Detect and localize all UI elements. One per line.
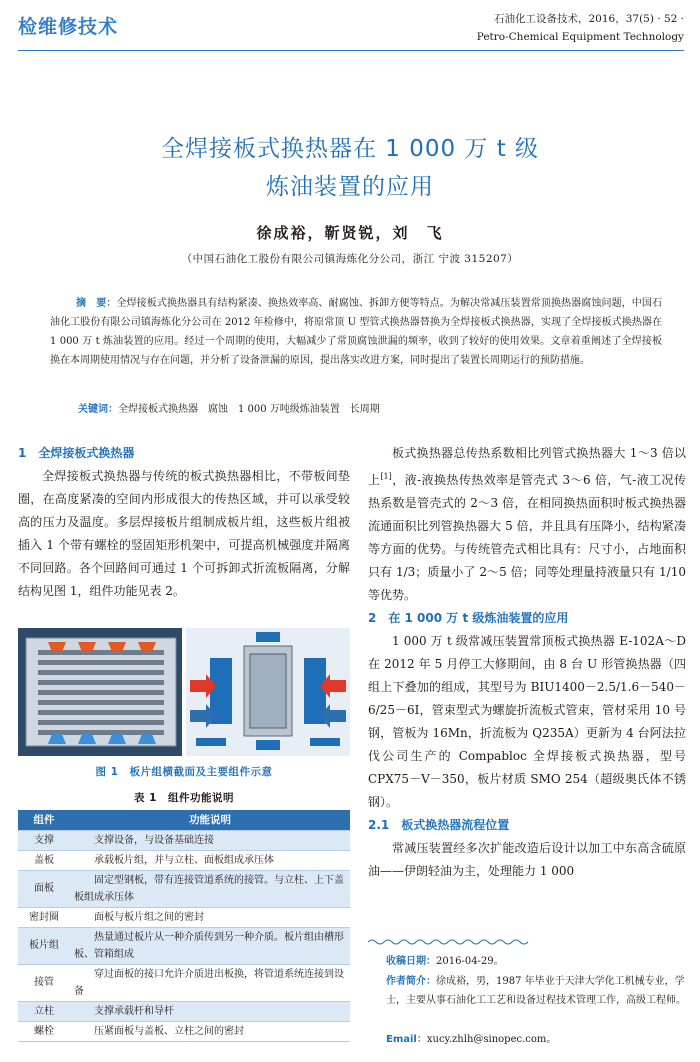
journal-info [477,10,684,46]
section-2-1-paragraph: 常减压装置经多次扩能改造后设计以加工中东高含硫原油——伊朗轻油为主，处理能力 1 000 [368,841,686,878]
row-component: 板片组 [18,927,70,964]
section-1-paragraph: 全焊接板式换热器与传统的板式换热器相比，不带板间垫圈，在高度紧凑的空间内形成很大的传热区域，并可以承受较高的压力及温度。多层焊接板片组制成板片组，这些板片组被插入 1 个带有螺栓的竖固矩形机架中，可提高机械强度并隔离不同回路。各个回路间可通过 1 个可拆卸式折流板隔离，分解结构见图 1，组件功能见表 2。 [18,469,350,598]
section-label: 检维修技术 [18,16,119,38]
footnote-received [386,952,686,971]
footnote-email [386,1030,686,1049]
table-row [18,850,350,870]
author-bio-label: 作者简介： [386,976,436,987]
row-function: 压紧面板与盖板、立柱之间的密封 [70,1021,350,1041]
email-address[interactable]: xucy.zhlh@sinopec.com。 [426,1034,557,1045]
section-2-heading: 2 在 1 000 万 t 级炼油装置的应用 [368,611,569,625]
article-title-line1: 全焊接板式换热器在 1 000 万 t 级 [160,136,540,162]
author-list: 徐成裕，靳贤锐，刘 飞 [256,224,444,242]
citation-ref: [1] [380,472,392,481]
keywords [78,400,662,415]
table-row [18,870,350,907]
abstract-label: 摘 要： [76,298,117,309]
section-2-paragraph: 1 000 万 t 级常减压装置常顶板式换热器 E-102A～D 在 2012 年 5 月停工大修期间，由 8 台 U 形管换热器（四组上下叠加的组成，其型号为 BIU1400－2.5/1.6－540－6/25－6I，管束型式为螺旋折流板式管束，管材采用 10 号钢，管板为 16Mn，折流板为 Q235A）更新为 4 台阿法拉伐公司生产的 Compabloc 全焊接板式换热器，型号 CPX75－V－350，板片材质 SMO 254（超级奥氏体不锈钢）。 [368,634,686,809]
table-row [18,1021,350,1041]
main-components-diagram [186,628,350,756]
keywords-label: 关键词： [78,404,118,415]
component-function-table [18,810,350,1042]
row-function: 固定型钢板，带有连接管道系统的接管。与立柱、上下盖板组成承压体 [70,870,350,907]
table-row [18,1001,350,1021]
row-function: 支撑设备，与设备基础连接 [70,830,350,850]
table-row [18,927,350,964]
table-row [18,964,350,1001]
author-bio: 徐成裕，男，1987 年毕业于天津大学化工机械专业，学士，主要从事石油化工工艺和设备过程技术管理工作，高级工程师。 [386,976,686,1006]
figure-1-caption: 图 1 板片组横截面及主要组件示意 [95,766,273,778]
plate-pack-cross-section-image [18,628,182,756]
email-label: Email： [386,1034,427,1045]
table-header-component: 组件 [18,810,70,830]
row-component: 立柱 [18,1001,70,1021]
row-function: 支撑承载杆和导杆 [70,1001,350,1021]
advantages-paragraph [368,442,686,607]
section-1-heading: 1 全焊接板式换热器 [18,446,135,460]
row-function: 面板与板片组之间的密封 [70,907,350,927]
keywords-text: 全焊接板式换热器 腐蚀 1 000 万吨级炼油装置 长周期 [118,404,380,415]
table-row [18,907,350,927]
row-function: 穿过面板的接口允许介质进出板换，将管道系统连接到设备 [70,964,350,1001]
left-column-text [18,442,350,603]
advantages-text-a: 板式换热器总传热系数相比列管式换热器大 1～3 倍以上 [368,446,686,487]
abstract [50,294,662,370]
row-component: 密封圈 [18,907,70,927]
row-component: 面板 [18,870,70,907]
table-row [18,830,350,850]
table-1-caption: 表 1 组件功能说明 [134,792,234,804]
figure-1 [18,628,350,756]
row-function: 承载板片组，并与立柱、面板组成承压体 [70,850,350,870]
received-label: 收稿日期： [386,956,436,967]
journal-name-en: Petro-Chemical Equipment Technology [476,31,684,43]
right-column-text [368,442,686,883]
row-component: 接管 [18,964,70,1001]
received-date: 2016-04-29。 [436,956,504,967]
article-title-line2: 炼油装置的应用 [266,174,434,200]
abstract-text: 全焊接板式换热器具有结构紧凑、换热效率高、耐腐蚀、拆卸方便等特点。为解决常减压装置常顶换热器腐蚀问题，中国石油化工股份有限公司镇海炼化分公司在 2012 年检修中，将原常顶 U 型管式换热器替换为全焊接板式换热器，实现了全焊接板式换热器在 1 000 万 t 炼油装置的应用。经过一个周期的使用，大幅减少了常顶腐蚀泄漏的频率，收到了较好的使用效果。文章着重阐述了全焊接板换在本周期使用情况与存在问题，并分析了设备泄漏的原因，提出落实改进方案，同时提出了装置长周期运行的预防措施。 [50,298,662,366]
row-function: 热量通过板片从一种介质传到另一种介质。板片组由槽形板、管箱组成 [70,927,350,964]
table-header-function: 功能说明 [70,810,350,830]
journal-citation: 石油化工设备技术，2016，37(5) · 52 · [493,13,684,25]
header-divider [18,50,684,51]
row-component: 螺栓 [18,1021,70,1041]
row-component: 盖板 [18,850,70,870]
section-2-1-heading: 2.1 板式换热器流程位置 [368,818,510,832]
row-component: 支撑 [18,830,70,850]
affiliation: （中国石油化工股份有限公司镇海炼化分公司，浙江 宁波 315207） [181,253,519,265]
footnote-author [386,972,686,1010]
page-header [0,0,700,46]
footnote-divider [368,938,686,946]
advantages-text-b: ，液-液换热传热效率是管壳式 3～6 倍，气-液工况传热系数是管壳式的 2～3 倍，在相同换热面积时板式换热器流通面积比列管换热器大 5 倍，并且具有压降小，结构紧凑等方面的优势。与传统管壳式相比具有：尺寸小，占地面积只有 1/3；质量小了 2～5 倍；同等处理量持液量只有 1/10 等优势。 [368,473,686,602]
